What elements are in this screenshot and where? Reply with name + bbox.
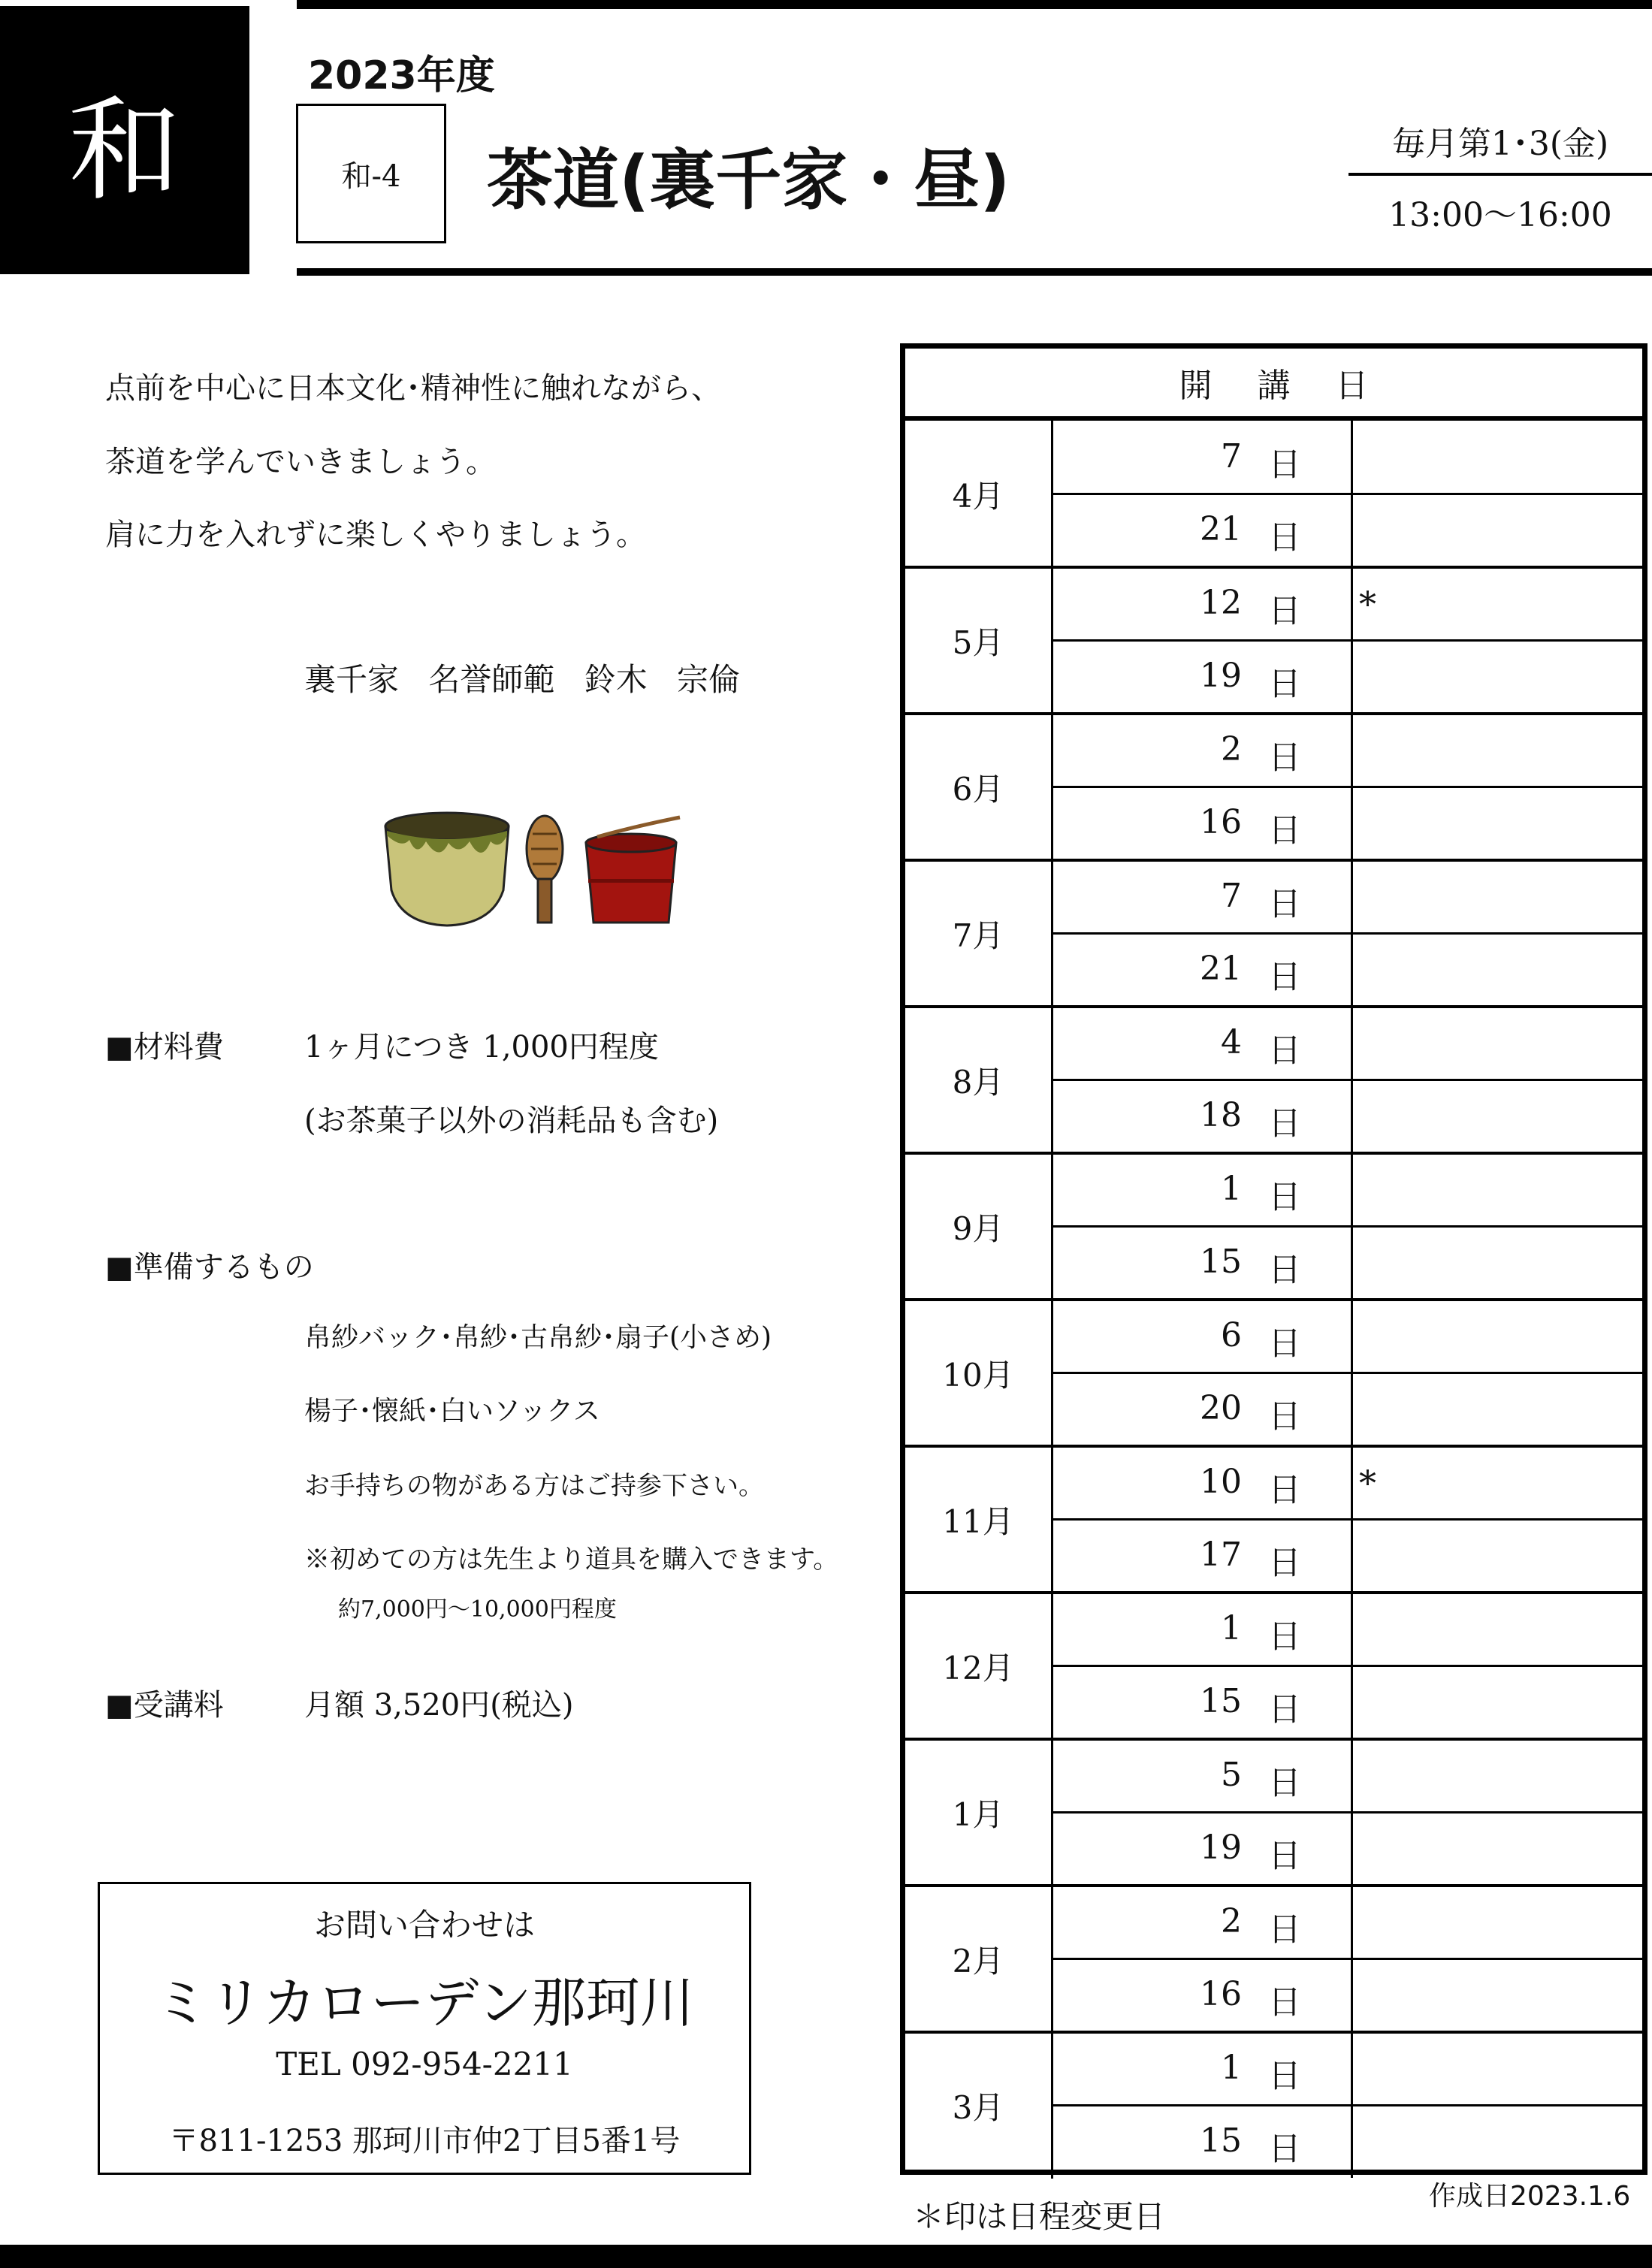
- change-note-cell: [1353, 494, 1642, 566]
- day-suffix: 日: [1268, 885, 1301, 923]
- month-label: 10月: [905, 1300, 1053, 1446]
- month-label: 4月: [905, 421, 1053, 567]
- created-date: 作成日2023.1.6: [1429, 2181, 1631, 2212]
- month-row: [905, 1886, 1642, 2032]
- contact-name: ミリカローデン那珂川: [155, 1971, 694, 2034]
- intro-line-1: 点前を中心に日本文化･精神性に触れながら、: [105, 371, 721, 406]
- day-cell: [1053, 1153, 1353, 1226]
- month-row: [905, 1593, 1642, 1739]
- prepare-line-2: 楊子･懐紙･白いソックス: [304, 1396, 600, 1427]
- change-note-cell: [1353, 1300, 1642, 1373]
- day-number: 15: [1200, 2122, 1242, 2160]
- day-number: 19: [1200, 1829, 1242, 1867]
- day-number: 1: [1221, 1609, 1242, 1647]
- day-number: 1: [1221, 2049, 1242, 2087]
- contact-address: 〒811-1253 那珂川市仲2丁目5番1号: [168, 2124, 681, 2158]
- day-number: 17: [1200, 1536, 1242, 1574]
- month-label: 1月: [905, 1739, 1053, 1886]
- month-row: [905, 2032, 1642, 2179]
- day-suffix: 日: [1268, 1617, 1301, 1656]
- schedule-text: 毎月第1･3(金): [1391, 125, 1609, 163]
- day-suffix: 日: [1268, 1910, 1301, 1949]
- day-number: 21: [1200, 510, 1242, 548]
- fee-value: 月額 3,520円(税込): [304, 1688, 574, 1723]
- change-note-cell: [1353, 933, 1642, 1006]
- month-label: 5月: [905, 567, 1053, 714]
- month-row: [905, 1153, 1642, 1300]
- day-cell: [1053, 933, 1353, 1006]
- prepare-line-5: 約7,000円～10,000円程度: [338, 1596, 617, 1623]
- month-label: 9月: [905, 1153, 1053, 1300]
- day-cell: [1053, 1080, 1353, 1152]
- day-cell: [1053, 860, 1353, 933]
- tea-container-icon: [586, 817, 680, 923]
- day-number: 19: [1200, 657, 1242, 695]
- day-suffix: 日: [1268, 811, 1301, 850]
- day-cell: [1053, 1739, 1353, 1812]
- category-kanji: 和: [68, 85, 181, 216]
- day-suffix: 日: [1268, 1690, 1301, 1729]
- month-row: [905, 421, 1642, 567]
- day-number: 1: [1221, 1170, 1242, 1208]
- header-bottom-rule: [297, 268, 1652, 276]
- tea-bowl-icon: [385, 813, 509, 926]
- day-cell: [1053, 1007, 1353, 1080]
- day-suffix: 日: [1268, 445, 1301, 484]
- day-cell: [1053, 567, 1353, 640]
- day-cell: [1053, 640, 1353, 713]
- change-note-cell: [1353, 860, 1642, 933]
- change-note-cell: [1353, 1593, 1642, 1666]
- row-divider: [1053, 932, 1642, 935]
- prepare-line-3: お手持ちの物がある方はご持参下さい。: [304, 1471, 764, 1501]
- day-cell: [1053, 714, 1353, 787]
- materials-value: 1ヶ月につき 1,000円程度: [304, 1030, 659, 1065]
- day-suffix: 日: [1268, 1324, 1301, 1363]
- row-divider: [1053, 1518, 1642, 1521]
- row-divider: [1053, 493, 1642, 495]
- day-cell: [1053, 494, 1353, 566]
- month-row: [905, 1446, 1642, 1593]
- month-row: [905, 567, 1642, 714]
- day-cell: [1053, 1519, 1353, 1592]
- day-suffix: 日: [1268, 1471, 1301, 1509]
- row-divider: [1053, 639, 1642, 642]
- teacher-name: 裏千家 名誉師範 鈴木 宗倫: [304, 661, 741, 698]
- change-note-cell: [1353, 714, 1642, 787]
- course-title: 茶道(裏千家・昼): [487, 141, 1010, 219]
- intro-line-3: 肩に力を入れずに楽しくやりましょう。: [105, 518, 646, 552]
- day-cell: [1053, 1812, 1353, 1885]
- course-code-box: [296, 104, 446, 243]
- day-suffix: 日: [1268, 1178, 1301, 1216]
- day-cell: [1053, 2105, 1353, 2178]
- day-number: 4: [1221, 1023, 1242, 1062]
- day-number: 21: [1200, 950, 1242, 988]
- change-note-cell: [1353, 2032, 1642, 2105]
- time-text: 13:00～16:00: [1388, 196, 1612, 234]
- month-label: 2月: [905, 1886, 1053, 2032]
- change-note-cell: [1353, 1226, 1642, 1299]
- course-code: 和-4: [341, 159, 401, 194]
- day-number: 7: [1221, 437, 1242, 476]
- tea-utensils-illustration: [379, 804, 687, 932]
- month-label: 8月: [905, 1007, 1053, 1153]
- day-suffix: 日: [1268, 1104, 1301, 1143]
- legend-note: ＊印は日程変更日: [913, 2198, 1166, 2235]
- change-note-cell: [1353, 421, 1642, 494]
- day-number: 18: [1200, 1096, 1242, 1134]
- schedule-table: [900, 343, 1647, 2175]
- day-number: 10: [1200, 1463, 1242, 1501]
- row-divider: [1053, 1225, 1642, 1228]
- month-row: [905, 860, 1642, 1007]
- row-divider: [1053, 1958, 1642, 1960]
- row-divider: [1053, 1372, 1642, 1374]
- day-suffix: 日: [1268, 1837, 1301, 1875]
- day-cell: [1053, 1226, 1353, 1299]
- change-note-cell: [1353, 1519, 1642, 1592]
- day-suffix: 日: [1268, 1764, 1301, 1802]
- top-rule: [297, 0, 1652, 9]
- row-divider: [1053, 1811, 1642, 1813]
- prepare-line-4: ※初めての方は先生より道具を購入できます。: [304, 1545, 839, 1575]
- month-row: [905, 1300, 1642, 1446]
- month-label: 12月: [905, 1593, 1053, 1739]
- materials-note: (お茶菓子以外の消耗品も含む): [304, 1104, 719, 1138]
- day-suffix: 日: [1268, 665, 1301, 703]
- change-note-cell: [1353, 1373, 1642, 1445]
- day-cell: [1053, 1446, 1353, 1519]
- day-suffix: 日: [1268, 1544, 1301, 1582]
- month-label: 11月: [905, 1446, 1053, 1593]
- row-divider: [1053, 1079, 1642, 1081]
- day-cell: [1053, 1958, 1353, 2031]
- change-note-cell: [1353, 2105, 1642, 2178]
- month-row: [905, 1739, 1642, 1886]
- day-number: 7: [1221, 877, 1242, 915]
- day-suffix: 日: [1268, 1983, 1301, 2022]
- contact-heading: お問い合わせは: [313, 1907, 535, 1943]
- fee-label: ■受講料: [105, 1688, 224, 1723]
- change-mark: *: [1359, 1463, 1376, 1503]
- day-number: 15: [1200, 1682, 1242, 1720]
- row-divider: [1053, 2104, 1642, 2106]
- day-number: 20: [1200, 1389, 1242, 1427]
- year-label: 2023年度: [308, 53, 495, 98]
- day-number: 15: [1200, 1243, 1242, 1281]
- day-suffix: 日: [1268, 2130, 1301, 2168]
- day-suffix: 日: [1268, 1397, 1301, 1436]
- change-note-cell: [1353, 567, 1642, 640]
- change-note-cell: [1353, 640, 1642, 713]
- day-cell: [1053, 1373, 1353, 1445]
- day-cell: [1053, 1666, 1353, 1738]
- day-suffix: 日: [1268, 738, 1301, 777]
- day-suffix: 日: [1268, 1031, 1301, 1070]
- day-suffix: 日: [1268, 2057, 1301, 2095]
- change-note-cell: [1353, 1739, 1642, 1812]
- day-suffix: 日: [1268, 958, 1301, 996]
- prepare-label: ■準備するもの: [105, 1250, 314, 1285]
- day-suffix: 日: [1268, 518, 1301, 557]
- month-row: [905, 1007, 1642, 1153]
- intro-line-2: 茶道を学んでいきましょう。: [105, 445, 496, 479]
- change-note-cell: [1353, 1666, 1642, 1738]
- change-note-cell: [1353, 1153, 1642, 1226]
- materials-label: ■材料費: [105, 1030, 224, 1065]
- contact-box: [98, 1882, 751, 2175]
- day-number: 16: [1200, 1975, 1242, 2013]
- day-cell: [1053, 787, 1353, 859]
- day-number: 5: [1221, 1756, 1242, 1794]
- change-mark: *: [1359, 584, 1376, 624]
- change-note-cell: [1353, 1812, 1642, 1885]
- day-number: 2: [1221, 730, 1242, 769]
- day-number: 2: [1221, 1902, 1242, 1940]
- day-number: 6: [1221, 1316, 1242, 1354]
- bottom-bar: [0, 2245, 1652, 2268]
- category-badge: [0, 6, 249, 274]
- table-header: 開講日: [905, 349, 1642, 421]
- day-cell: [1053, 1300, 1353, 1373]
- month-row: [905, 714, 1642, 860]
- schedule-divider: [1348, 173, 1652, 176]
- row-divider: [1053, 1665, 1642, 1667]
- change-note-cell: [1353, 1080, 1642, 1152]
- month-label: 7月: [905, 860, 1053, 1007]
- day-suffix: 日: [1268, 1251, 1301, 1289]
- day-cell: [1053, 1886, 1353, 1958]
- change-note-cell: [1353, 1446, 1642, 1519]
- day-cell: [1053, 1593, 1353, 1666]
- change-note-cell: [1353, 1886, 1642, 1958]
- change-note-cell: [1353, 787, 1642, 859]
- change-note-cell: [1353, 1958, 1642, 2031]
- contact-tel: TEL 092-954-2211: [276, 2046, 573, 2082]
- prepare-line-1: 帛紗バック･帛紗･古帛紗･扇子(小さめ): [304, 1322, 772, 1353]
- month-label: 6月: [905, 714, 1053, 860]
- day-cell: [1053, 421, 1353, 494]
- row-divider: [1053, 786, 1642, 788]
- day-cell: [1053, 2032, 1353, 2105]
- change-note-cell: [1353, 1007, 1642, 1080]
- day-number: 12: [1200, 584, 1242, 622]
- day-number: 16: [1200, 803, 1242, 841]
- tea-whisk-icon: [527, 816, 563, 923]
- month-label: 3月: [905, 2032, 1053, 2179]
- day-suffix: 日: [1268, 592, 1301, 630]
